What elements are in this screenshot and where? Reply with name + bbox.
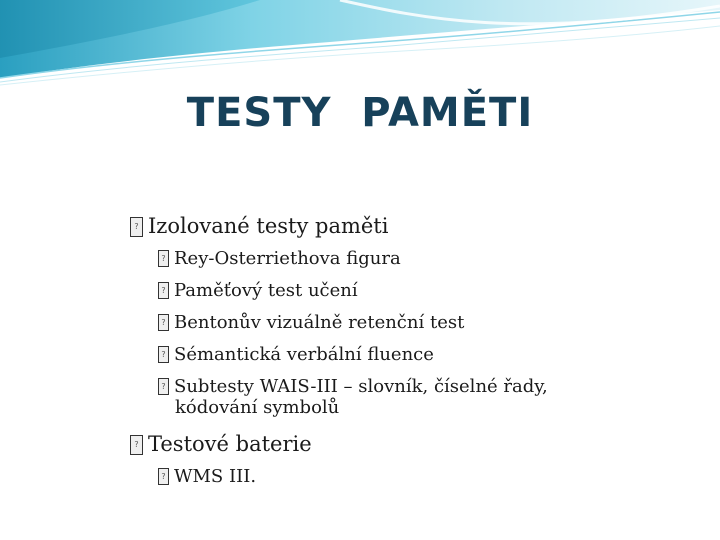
bullet-level2 [158, 248, 401, 269]
bullet-glyph-icon [130, 435, 143, 455]
bullet-text: Bentonův vizuálně retenční test [174, 312, 465, 333]
bullet-glyph-icon [158, 378, 169, 395]
bullet-glyph-icon [158, 314, 169, 331]
bullet-level2 [158, 312, 464, 333]
bullet-glyph-icon [158, 282, 169, 299]
bullet-text: Sémantická verbální fluence [174, 344, 434, 365]
bullet-glyph-icon [130, 217, 143, 237]
bullet-text-continuation: kódování symbolů [175, 397, 340, 418]
bullet-level1 [130, 214, 388, 238]
bullet-glyph-icon [158, 468, 169, 485]
bullet-glyph-icon [158, 250, 169, 267]
bullet-glyph-icon [158, 346, 169, 363]
bullet-text: WMS III. [174, 466, 257, 487]
bullet-text: Rey-Osterriethova figura [174, 248, 401, 269]
bullet-level2 [158, 376, 548, 418]
bullet-level2 [158, 466, 256, 487]
bullet-text: Subtesty WAIS-III – slovník, číselné řady, [174, 376, 548, 397]
bullet-text: Paměťový test učení [174, 280, 358, 301]
bullet-text: Izolované testy paměti [148, 214, 389, 238]
bullet-level2 [158, 344, 434, 365]
header-wave-decoration [0, 0, 720, 90]
slide-title: TESTY PAMĚTI [186, 90, 534, 136]
bullet-level2 [158, 280, 358, 301]
bullet-text: Testové baterie [148, 432, 312, 456]
bullet-level1 [130, 432, 312, 456]
